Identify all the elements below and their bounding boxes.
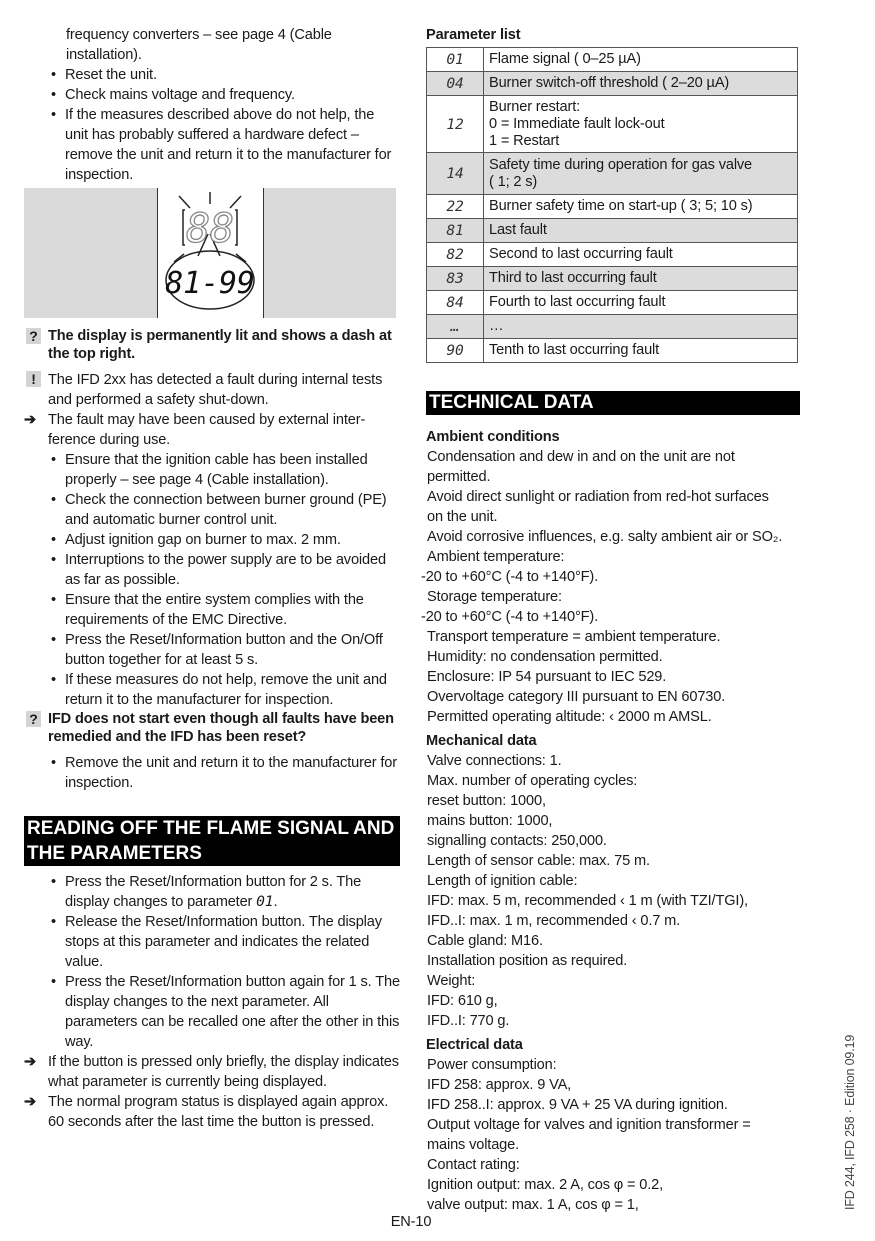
description-line: 1 = Restart [489, 132, 560, 149]
parameter-code: 22 [427, 195, 484, 219]
arrow-note [24, 410, 400, 450]
parameter-row [427, 267, 798, 291]
spec-line: -20 to +60°C (-4 to +140°F). [421, 609, 599, 625]
parameter-code: 14 [427, 153, 484, 195]
fault-range: 81-99 [165, 266, 255, 301]
parameter-code: 84 [427, 291, 484, 315]
spec-line: on the unit. [427, 509, 498, 525]
display-figure [24, 188, 396, 318]
section-title: Mechanical data [426, 733, 537, 749]
parameter-row [427, 195, 798, 219]
parameter-code: 83 [427, 267, 484, 291]
section-title: Electrical data [426, 1037, 523, 1053]
block-text: Ensure that the ignition cable has been installed properly – see page 4 (Cable installation). [65, 452, 368, 488]
bullet-item [24, 65, 400, 85]
spec-line: Contact rating: [427, 1157, 520, 1173]
spec-line: IFD..I: max. 1 m, recommended ‹ 0.7 m. [427, 913, 681, 929]
spec-line: -20 to +60°C (-4 to +140°F). [421, 569, 599, 585]
block-text: Press the Reset/Information button again for 1 s. The display changes to the next parameter. All parameters can be recalled one after the other in this way. [65, 974, 400, 1050]
description-line: Fourth to last occurring fault [489, 294, 666, 310]
parameter-row [427, 153, 798, 195]
parameter-table [426, 47, 798, 363]
parameter-row [427, 72, 798, 96]
block-text: If these measures do not help, remove the unit and return it to the manufacturer for inspection. [65, 672, 387, 708]
bullet-item [24, 85, 400, 105]
parameter-code: 01 [256, 893, 274, 910]
spec-line: mains button: 1000, [427, 813, 553, 829]
description-line: Tenth to last occurring fault [489, 342, 660, 358]
parameter-code: 90 [427, 339, 484, 363]
spec-line: Power consumption: [427, 1057, 557, 1073]
continued-text [24, 25, 400, 65]
description-line: Third to last occurring fault [489, 270, 657, 286]
bullet-item [24, 550, 400, 590]
parameter-description [484, 219, 798, 243]
section-title: Ambient conditions [426, 429, 560, 445]
description-line: Burner safety time on start-up ( 3; 5; 10 s) [489, 198, 753, 214]
description-line: … [489, 318, 504, 334]
bullet-item [24, 630, 400, 670]
tech-section [426, 1035, 800, 1215]
spec-line: Max. number of operating cycles: [427, 773, 638, 789]
question-icon: ? [26, 711, 41, 727]
display-digits: 88 [186, 206, 234, 252]
parameter-row [427, 291, 798, 315]
technical-data-heading: TECHNICAL DATA [426, 391, 800, 415]
block-text: The IFD 2xx has detected a fault during internal tests and performed a safety shut-down. [48, 372, 383, 408]
block-text: If the button is pressed only briefly, the display indicates what parameter is currently being displayed. [48, 1054, 399, 1090]
parameter-row [427, 339, 798, 363]
block-text: Press the Reset/Information button for 2 s. The display changes to parameter [65, 874, 362, 910]
block-text: If the measures described above do not help, the unit has probably suffered a hardware defect – remove the unit and return it to the manufacturer for inspection. [65, 107, 392, 183]
spec-line: valve output: max. 1 A, cos φ = 1, [427, 1197, 639, 1213]
parameter-description [484, 315, 798, 339]
bullet-item [24, 912, 400, 972]
spec-line: IFD..I: 770 g. [427, 1013, 510, 1029]
arrow-note [24, 1092, 400, 1132]
edition-note: IFD 244, IFD 258 · Edition 09.19 [843, 1034, 857, 1210]
parameter-code: 81 [427, 219, 484, 243]
block-text: Remove the unit and return it to the manufacturer for inspection. [65, 755, 397, 791]
spec-line: Length of ignition cable: [427, 873, 578, 889]
description-line: Safety time during operation for gas valve [489, 156, 753, 173]
block-text: frequency converters – see page 4 (Cable installation). [66, 27, 332, 63]
description-line: Flame signal ( 0–25 µA) [489, 51, 641, 67]
block-text: Check mains voltage and frequency. [65, 87, 295, 103]
bullet-item [24, 105, 400, 185]
display-illustration [158, 188, 263, 318]
spec-line: Avoid corrosive influences, e.g. salty ambient air or SO₂. [427, 529, 783, 545]
parameter-row [427, 96, 798, 153]
block-text: Release the Reset/Information button. The display stops at this parameter and indicates the related value. [65, 914, 382, 970]
bullet-item [24, 590, 400, 630]
spec-line: permitted. [427, 469, 491, 485]
troubleshooting-question [24, 327, 400, 363]
parameter-code: 12 [427, 96, 484, 153]
spec-line: signalling contacts: 250,000. [427, 833, 607, 849]
block-text: The normal program status is displayed again approx. 60 seconds after the last time the button is pressed. [48, 1094, 389, 1130]
spec-line: IFD 258: approx. 9 VA, [427, 1077, 572, 1093]
troubleshooting-question [24, 710, 400, 746]
tech-section [421, 427, 800, 727]
spec-line: Humidity: no condensation permitted. [427, 649, 663, 665]
parameter-description [484, 48, 798, 72]
bullet-item [24, 450, 400, 490]
parameter-code: … [427, 315, 484, 339]
arrow-icon: ➔ [24, 1054, 37, 1070]
spec-line: Permitted operating altitude: ‹ 2000 m AMSL. [427, 709, 712, 725]
arrow-icon: ➔ [24, 412, 37, 428]
arrow-note [24, 1052, 400, 1092]
exclamation-icon: ! [26, 371, 41, 387]
parameter-description [484, 339, 798, 363]
spec-line: Overvoltage category III pursuant to EN 60730. [427, 689, 726, 705]
parameter-row [427, 48, 798, 72]
bullet-item [24, 872, 400, 912]
description-line: Second to last occurring fault [489, 246, 673, 262]
spec-line: Condensation and dew in and on the unit are not [427, 449, 735, 465]
parameter-description [484, 96, 798, 153]
block-text: The display is permanently lit and shows a dash at the top right. [48, 328, 392, 362]
spec-line: Ambient temperature: [427, 549, 565, 565]
description-line: ( 1; 2 s) [489, 173, 538, 190]
description-line: Burner switch-off threshold ( 2–20 µA) [489, 75, 730, 91]
block-text: The fault may have been caused by external interference during use. [48, 412, 366, 448]
parameter-code: 04 [427, 72, 484, 96]
block-text: Adjust ignition gap on burner to max. 2 mm. [65, 532, 341, 548]
parameter-description [484, 291, 798, 315]
left-column [24, 25, 400, 1132]
parameter-row [427, 219, 798, 243]
spec-line: Output voltage for valves and ignition transformer = [427, 1117, 751, 1133]
block-text: . [273, 894, 278, 910]
parameter-code: 82 [427, 243, 484, 267]
parameter-description [484, 195, 798, 219]
bullet-item [24, 670, 400, 710]
bullet-item [24, 530, 400, 550]
parameter-code: 01 [427, 48, 484, 72]
parameter-description [484, 267, 798, 291]
question-icon: ? [26, 328, 41, 344]
description-line: Burner restart: [489, 98, 581, 115]
block-text: Ensure that the entire system complies with the requirements of the EMC Directive. [65, 592, 364, 628]
spec-line: Transport temperature = ambient temperature. [427, 629, 721, 645]
section-heading: READING OFF THE FLAME SIGNAL AND THE PARAMETERS [24, 816, 400, 866]
block-text: Check the connection between burner ground (PE) and automatic burner control unit. [65, 492, 387, 528]
parameter-description [484, 153, 798, 195]
display-panel [157, 188, 264, 318]
spec-line: Weight: [427, 973, 476, 989]
parameter-description [484, 72, 798, 96]
block-text: Reset the unit. [65, 67, 157, 83]
parameter-description [484, 243, 798, 267]
block-text: Press the Reset/Information button and the On/Off button together for at least 5 s. [65, 632, 383, 668]
spec-line: Valve connections: 1. [427, 753, 562, 769]
parameter-row [427, 243, 798, 267]
spec-line: mains voltage. [427, 1137, 519, 1153]
parameter-row [427, 315, 798, 339]
tech-section [426, 731, 800, 1031]
right-column [421, 26, 800, 1215]
description-line: 0 = Immediate fault lock-out [489, 115, 665, 132]
spec-line: Enclosure: IP 54 pursuant to IEC 529. [427, 669, 667, 685]
spec-line: Cable gland: M16. [427, 933, 543, 949]
description-line: Last fault [489, 222, 547, 238]
spec-line: Storage temperature: [427, 589, 562, 605]
spec-line: IFD: 610 g, [427, 993, 498, 1009]
arrow-icon: ➔ [24, 1094, 37, 1110]
spec-line: Ignition output: max. 2 A, cos φ = 0.2, [427, 1177, 664, 1193]
spec-line: Installation position as required. [427, 953, 628, 969]
fault-cause [24, 370, 400, 410]
bullet-item [24, 490, 400, 530]
block-text: Interruptions to the power supply are to be avoided as far as possible. [65, 552, 386, 588]
bullet-item [24, 753, 400, 793]
spec-line: Length of sensor cable: max. 75 m. [427, 853, 650, 869]
page-number: EN-10 [390, 1214, 432, 1230]
block-text: IFD does not start even though all faults have been remedied and the IFD has been reset? [48, 711, 394, 745]
spec-line: IFD: max. 5 m, recommended ‹ 1 m (with TZI/TGI), [427, 893, 748, 909]
parameter-list-heading: Parameter list [426, 27, 521, 43]
bullet-item [24, 972, 400, 1052]
spec-line: reset button: 1000, [427, 793, 546, 809]
spec-line: IFD 258..I: approx. 9 VA + 25 VA during ignition. [427, 1097, 728, 1113]
spec-line: Avoid direct sunlight or radiation from red-hot surfaces [427, 489, 769, 505]
